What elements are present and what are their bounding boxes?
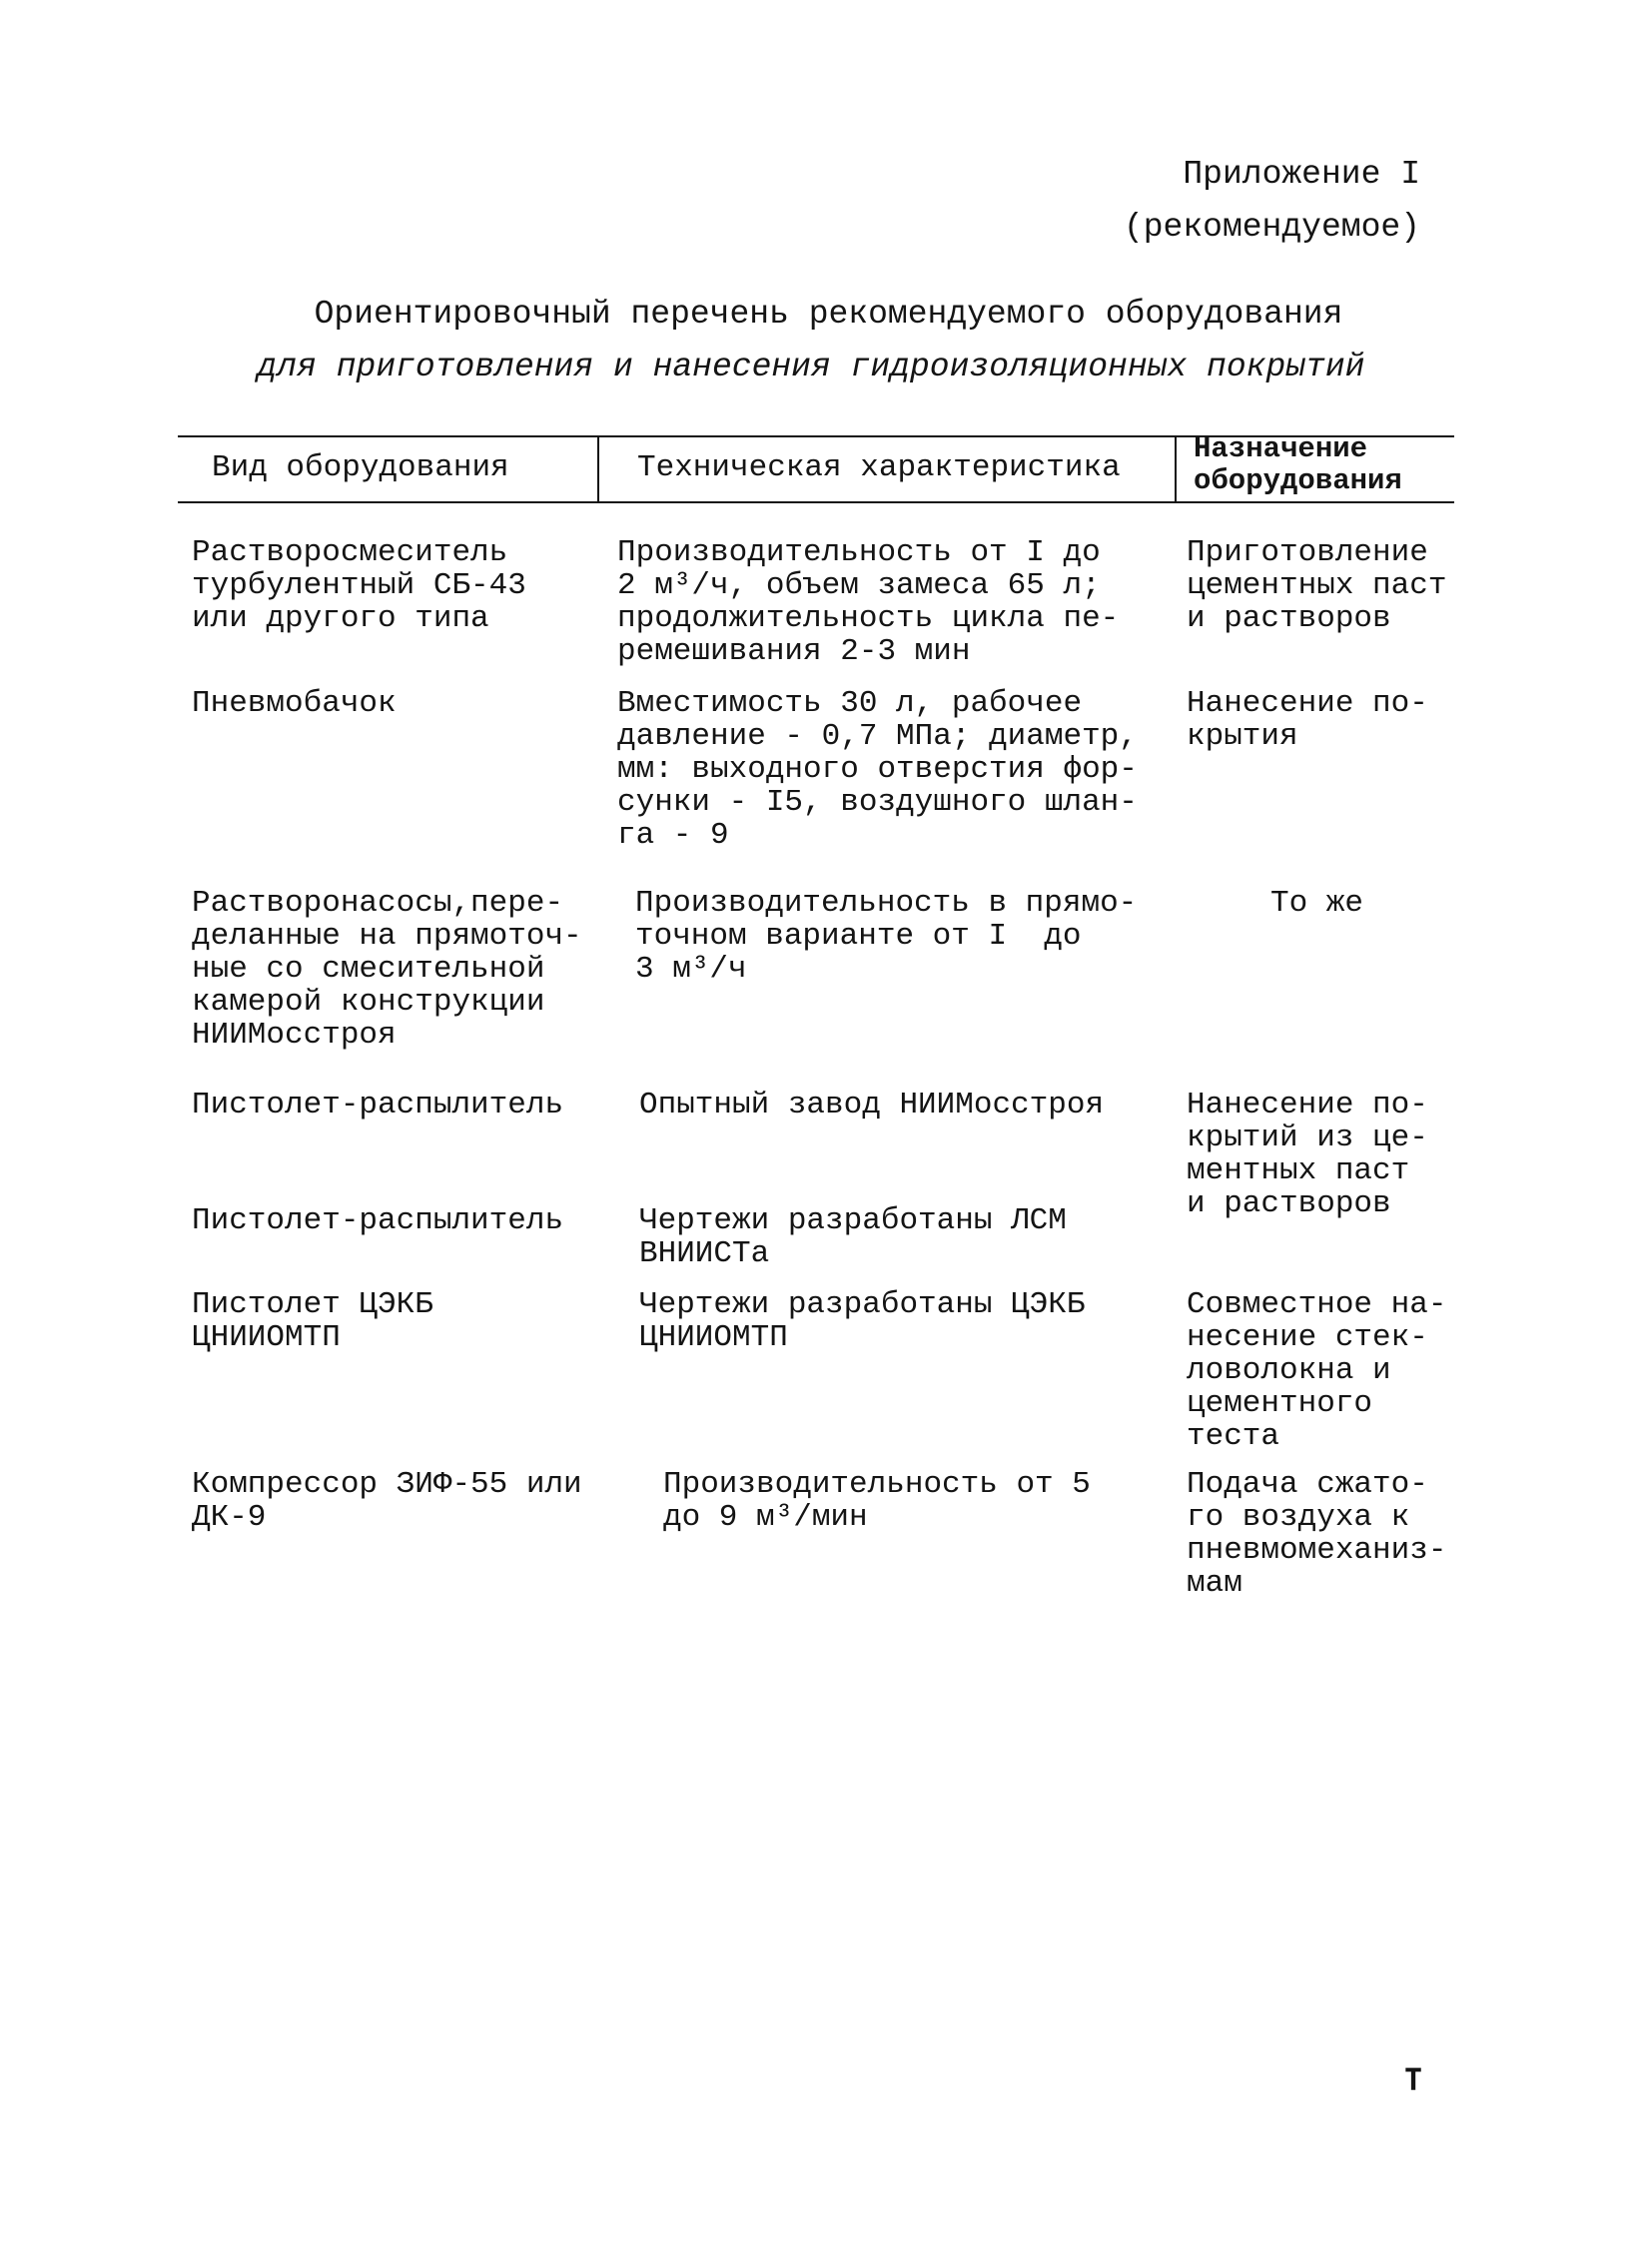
row-1-purpose: Приготовление цементных паст и растворов — [1187, 535, 1447, 636]
header-technical-spec: Техническая характеристика — [637, 450, 1121, 485]
row-7-spec: Производительность от 5 до 9 м³/мин — [663, 1467, 1091, 1535]
title-line-1: Ориентировочный перечень рекомендуемого оборудования — [314, 296, 1343, 333]
row-3-purpose: То же — [1270, 886, 1364, 921]
row-2-spec: Вместимость 30 л, рабочее давление - 0,7 МПа; диаметр, мм: выходного отверстия фор- сунки - I5, воздушного шлан- га - 9 — [617, 686, 1138, 853]
header-divider-2 — [1175, 435, 1177, 503]
row-4-type: Пистолет-распылитель — [192, 1088, 564, 1122]
page-number: Т — [1404, 2063, 1423, 2098]
row-6-type: Пистолет ЦЭКБ ЦНИИОМТП — [192, 1287, 433, 1355]
appendix-status: (рекомендуемое) — [1123, 209, 1420, 246]
title-line-2: для приготовления и нанесения гидроизоляционных покрытий — [257, 349, 1365, 385]
row-3-type: Растворонасосы,пере- деланные на прямоточ- ные со смесительной камерой конструкции НИИМосстроя — [192, 886, 582, 1053]
row-3-spec: Производительность в прямо- точном варианте от I до 3 м³/ч — [635, 886, 1138, 987]
row-4-purpose: Нанесение по- крытий из це- ментных паст и растворов — [1187, 1088, 1428, 1221]
row-1-type: Растворосмеситель турбулентный СБ-43 или другого типа — [192, 535, 526, 636]
row-4-spec: Опытный завод НИИМосстроя — [639, 1088, 1105, 1122]
row-6-purpose: Совместное на- несение стек- ловолокна и цементного теста — [1187, 1287, 1447, 1454]
table-header-bottom-rule — [178, 501, 1454, 503]
header-equipment-type: Вид оборудования — [212, 450, 509, 485]
row-5-type: Пистолет-распылитель — [192, 1203, 564, 1238]
row-6-spec: Чертежи разработаны ЦЭКБ ЦНИИОМТП — [639, 1287, 1086, 1355]
appendix-number: Приложение I — [1183, 156, 1420, 193]
appendix-label — [1124, 148, 1420, 254]
row-7-purpose: Подача сжато- го воздуха к пневмомеханиз- мам — [1187, 1467, 1447, 1601]
row-2-purpose: Нанесение по- крытия — [1187, 686, 1428, 754]
row-5-spec: Чертежи разработаны ЛСМ ВНИИСТа — [639, 1203, 1067, 1271]
row-1-spec: Производительность от I до 2 м³/ч, объем замеса 65 л; продолжительность цикла пе- ремешивания 2-3 мин — [617, 535, 1120, 669]
header-purpose: Назначение оборудования — [1194, 432, 1402, 497]
row-7-type: Компрессор ЗИФ-55 или ДК-9 — [192, 1467, 582, 1535]
row-2-type: Пневмобачок — [192, 686, 397, 721]
document-title — [0, 288, 1652, 393]
header-divider-1 — [597, 435, 599, 503]
